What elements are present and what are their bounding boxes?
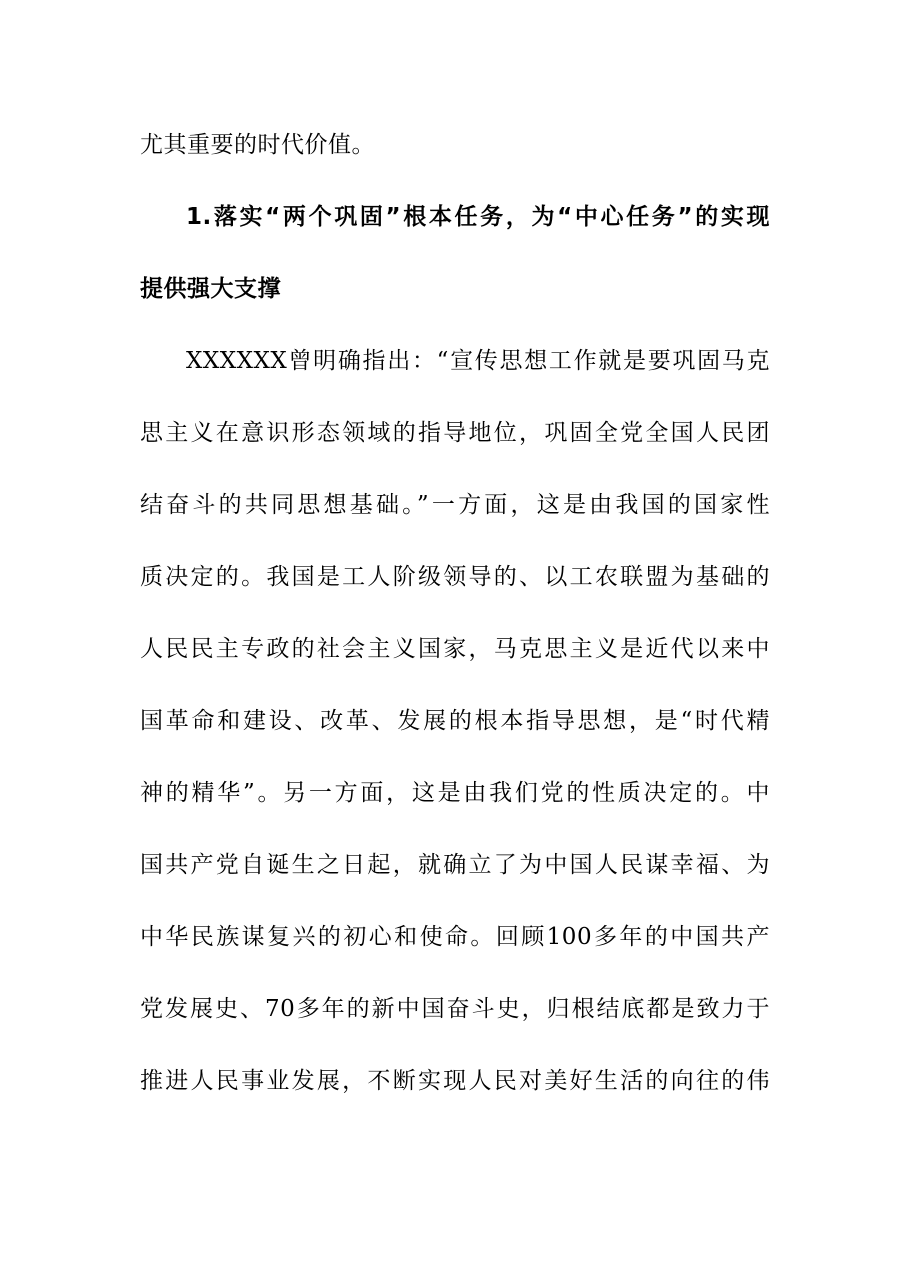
paragraph-line-3: 思主义在意识形态领域的指导地位，巩固全党全国人民团 (140, 420, 770, 446)
paragraph-line-2: XXXXXX曾明确指出：“宣传思想工作就是要巩固马克 (186, 348, 770, 374)
section-heading-line-1: 1.落实“两个巩固”根本任务，为“中心任务”的实现 (186, 204, 770, 230)
paragraph-line-5: 质决定的。我国是工人阶级领导的、以工农联盟为基础的 (140, 564, 770, 590)
paragraph-line-7: 国革命和建设、改革、发展的根本指导思想，是“时代精 (140, 708, 770, 734)
paragraph-line-12: 推进人民事业发展，不断实现人民对美好生活的向往的伟 (140, 1068, 770, 1094)
paragraph-line-6: 人民民主专政的社会主义国家，马克思主义是近代以来中 (140, 636, 770, 662)
paragraph-line-9: 国共产党自诞生之日起，就确立了为中国人民谋幸福、为 (140, 852, 770, 878)
paragraph-line-4: 结奋斗的共同思想基础。”一方面，这是由我国的国家性 (140, 492, 770, 518)
paragraph-line-1: 尤其重要的时代价值。 (140, 132, 375, 158)
paragraph-line-8: 神的精华”。另一方面，这是由我们党的性质决定的。中 (140, 780, 770, 806)
paragraph-line-11: 党发展史、70多年的新中国奋斗史，归根结底都是致力于 (140, 996, 770, 1022)
paragraph-line-10: 中华民族谋复兴的初心和使命。回顾100多年的中国共产 (140, 924, 770, 950)
section-heading-line-2: 提供强大支撑 (140, 276, 281, 302)
